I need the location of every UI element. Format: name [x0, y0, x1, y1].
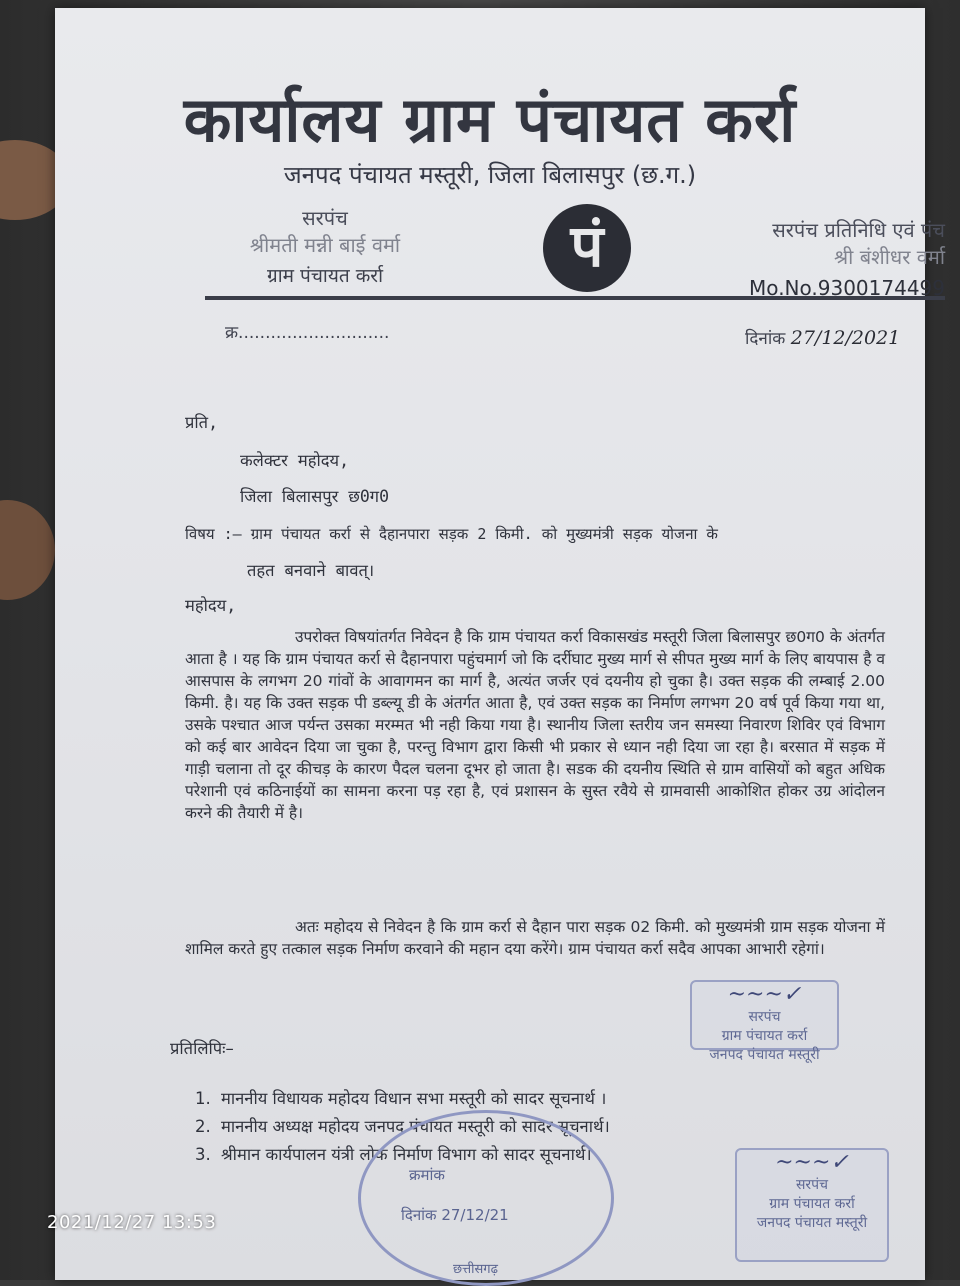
address-line1: कलेक्टर महोदय,: [240, 451, 350, 470]
sarpanch-seal-1: [690, 980, 839, 1063]
sarpanch-role: सरपंच: [302, 206, 348, 230]
representative-block: [715, 216, 945, 300]
copy-item-num: 3.: [195, 1145, 211, 1164]
sarpanch-block: [210, 204, 440, 288]
seal2-district: जनपद पंचायत मस्तूरी: [756, 1215, 868, 1231]
office-round-seal: [358, 1110, 614, 1286]
salutation: महोदय,: [185, 596, 237, 615]
seal1-role: सरपंच: [748, 1009, 781, 1025]
representative-name: श्री बंशीधर वर्मा: [834, 245, 945, 269]
sarpanch-org: ग्राम पंचायत कर्रा: [267, 265, 383, 287]
round-seal-line2: दिनांक 27/12/21: [401, 1206, 509, 1224]
mobile-number: Mo.No.9300174499: [749, 276, 945, 300]
round-seal-line1: क्रमांक: [409, 1166, 445, 1184]
seal2-role: सरपंच: [795, 1177, 829, 1193]
reference-label: क्र.: [225, 323, 244, 343]
copy-item-text: श्रीमान कार्यपालन यंत्री लोक निर्माण विभाग को सादर सूचनार्थ।: [221, 1145, 592, 1164]
date-value: 27/12/2021: [790, 327, 901, 349]
copy-item-text: माननीय विधायक महोदय विधान सभा मस्तूरी को सादर सूचनार्थ ।: [221, 1089, 607, 1108]
address-to: प्रति,: [185, 413, 219, 432]
photo-timestamp: 2021/12/27 13:53: [47, 1212, 217, 1233]
body-paragraph-1-text: उपरोक्त विषयांतर्गत निवेदन है कि ग्राम पंचायत कर्रा विकासखंड मस्तूरी जिला बिलासपुर छ0ग0 के अंतर्गत आता है । यह कि ग्राम पंचायत कर्रा से दैहानपारा पहुंचमार्ग जो कि दर्रीघाट मुख्य मार्ग से सीपत मुख्य मार्ग के लिए बायपास है व आसपास के लगभग 20 गांवों के आवागमन का मार्ग है, अत्यंत जर्जर एवं दयनीय हो चुका है। उक्त सड़क की लम्बाई 2.00 किमी. है। यह कि उक्त सड़क पी डब्ल्यू डी के अंतर्गत आता है, एवं उक्त सड़क का निर्माण लगभग 20 वर्ष पूर्व किया गया था, उसके पश्चात आज पर्यन्त उसका मरम्मत भी नही किया गया है। स्थानीय जिला स्तरीय जन समस्या निवारण शिविर एवं विभाग को कई बार आवेदन दिया जा चुका है, परन्तु विभाग द्वारा किसी भी प्रकार से ध्यान नही दिया जा रहा है। बरसात में सड़क में गाड़ी चलाना तो दूर कीचड़ के कारण पैदल चलना दूभर हो जाता है। सडक की दयनीय स्थिति से ग्राम वासियों को बहुत अधिक परेशानी एवं कठिनाईयों का सामना करना पड़ रहा है, एवं प्रशासन के सुस्त रवैये से ग्रामवासी आकोशित होकर उग्र आंदोलन करने की तैयारी में है।: [185, 628, 885, 822]
subject-line2: तहत बनवाने बावत्।: [247, 561, 375, 580]
copies-heading: प्रतिलिपिः–: [170, 1039, 234, 1058]
letterhead-subtitle: जनपद पंचायत मस्तूरी, जिला बिलासपुर (छ.ग.): [283, 161, 697, 189]
reference-line: [225, 320, 389, 343]
body-paragraph-1: [185, 626, 885, 824]
body-paragraph-2-text: अतः महोदय से निवेदन है कि ग्राम कर्रा से दैहान पारा सड़क 02 किमी. को मुख्यमंत्री ग्राम सड़क योजना में शामिल करते हुए तत्काल सड़क निर्माण करवाने की महान दया करेंगे। ग्राम पंचायत कर्रा सदैव आपका आभारी रहेगां।: [185, 918, 885, 958]
representative-role: सरपंच प्रतिनिधि एवं पंच: [772, 218, 945, 242]
signature-2: ~~~✓: [775, 1150, 849, 1175]
panchayat-logo-icon: पं: [543, 204, 631, 292]
copy-item-num: 1.: [195, 1089, 211, 1108]
sarpanch-seal-2: [735, 1148, 889, 1262]
subject-line1: विषय :– ग्राम पंचायत कर्रा से दैहानपारा सड़क 2 किमी. को मुख्यमंत्री सड़क योजना के: [185, 525, 718, 543]
copy-item: [195, 1086, 606, 1109]
seal1-org: ग्राम पंचायत कर्रा: [721, 1028, 808, 1044]
date-line: [745, 326, 900, 349]
reference-blank: ...........................: [243, 323, 390, 343]
copy-item-text: माननीय अध्यक्ष महोदय जनपद पंचायत मस्तूरी को सादर सूचनार्थ।: [221, 1117, 610, 1136]
signature-1: ~~~✓: [727, 982, 802, 1007]
sarpanch-name: श्रीमती मन्नी बाई वर्मा: [249, 233, 401, 257]
letterhead-divider: [205, 296, 945, 300]
copy-item-num: 2.: [195, 1117, 211, 1136]
date-label: दिनांक: [745, 329, 786, 349]
seal2-org: ग्राम पंचायत कर्रा: [769, 1196, 855, 1212]
body-paragraph-2: [185, 916, 885, 960]
seal1-district: जनपद पंचायत मस्तूरी: [709, 1047, 820, 1063]
round-seal-bottom: छत्तीसगढ़: [453, 1262, 498, 1277]
letter-paper: [55, 8, 945, 1280]
letterhead-title: कार्यालय ग्राम पंचायत कर्रा: [183, 83, 797, 156]
address-line2: जिला बिलासपुर छ0ग0: [240, 487, 389, 506]
